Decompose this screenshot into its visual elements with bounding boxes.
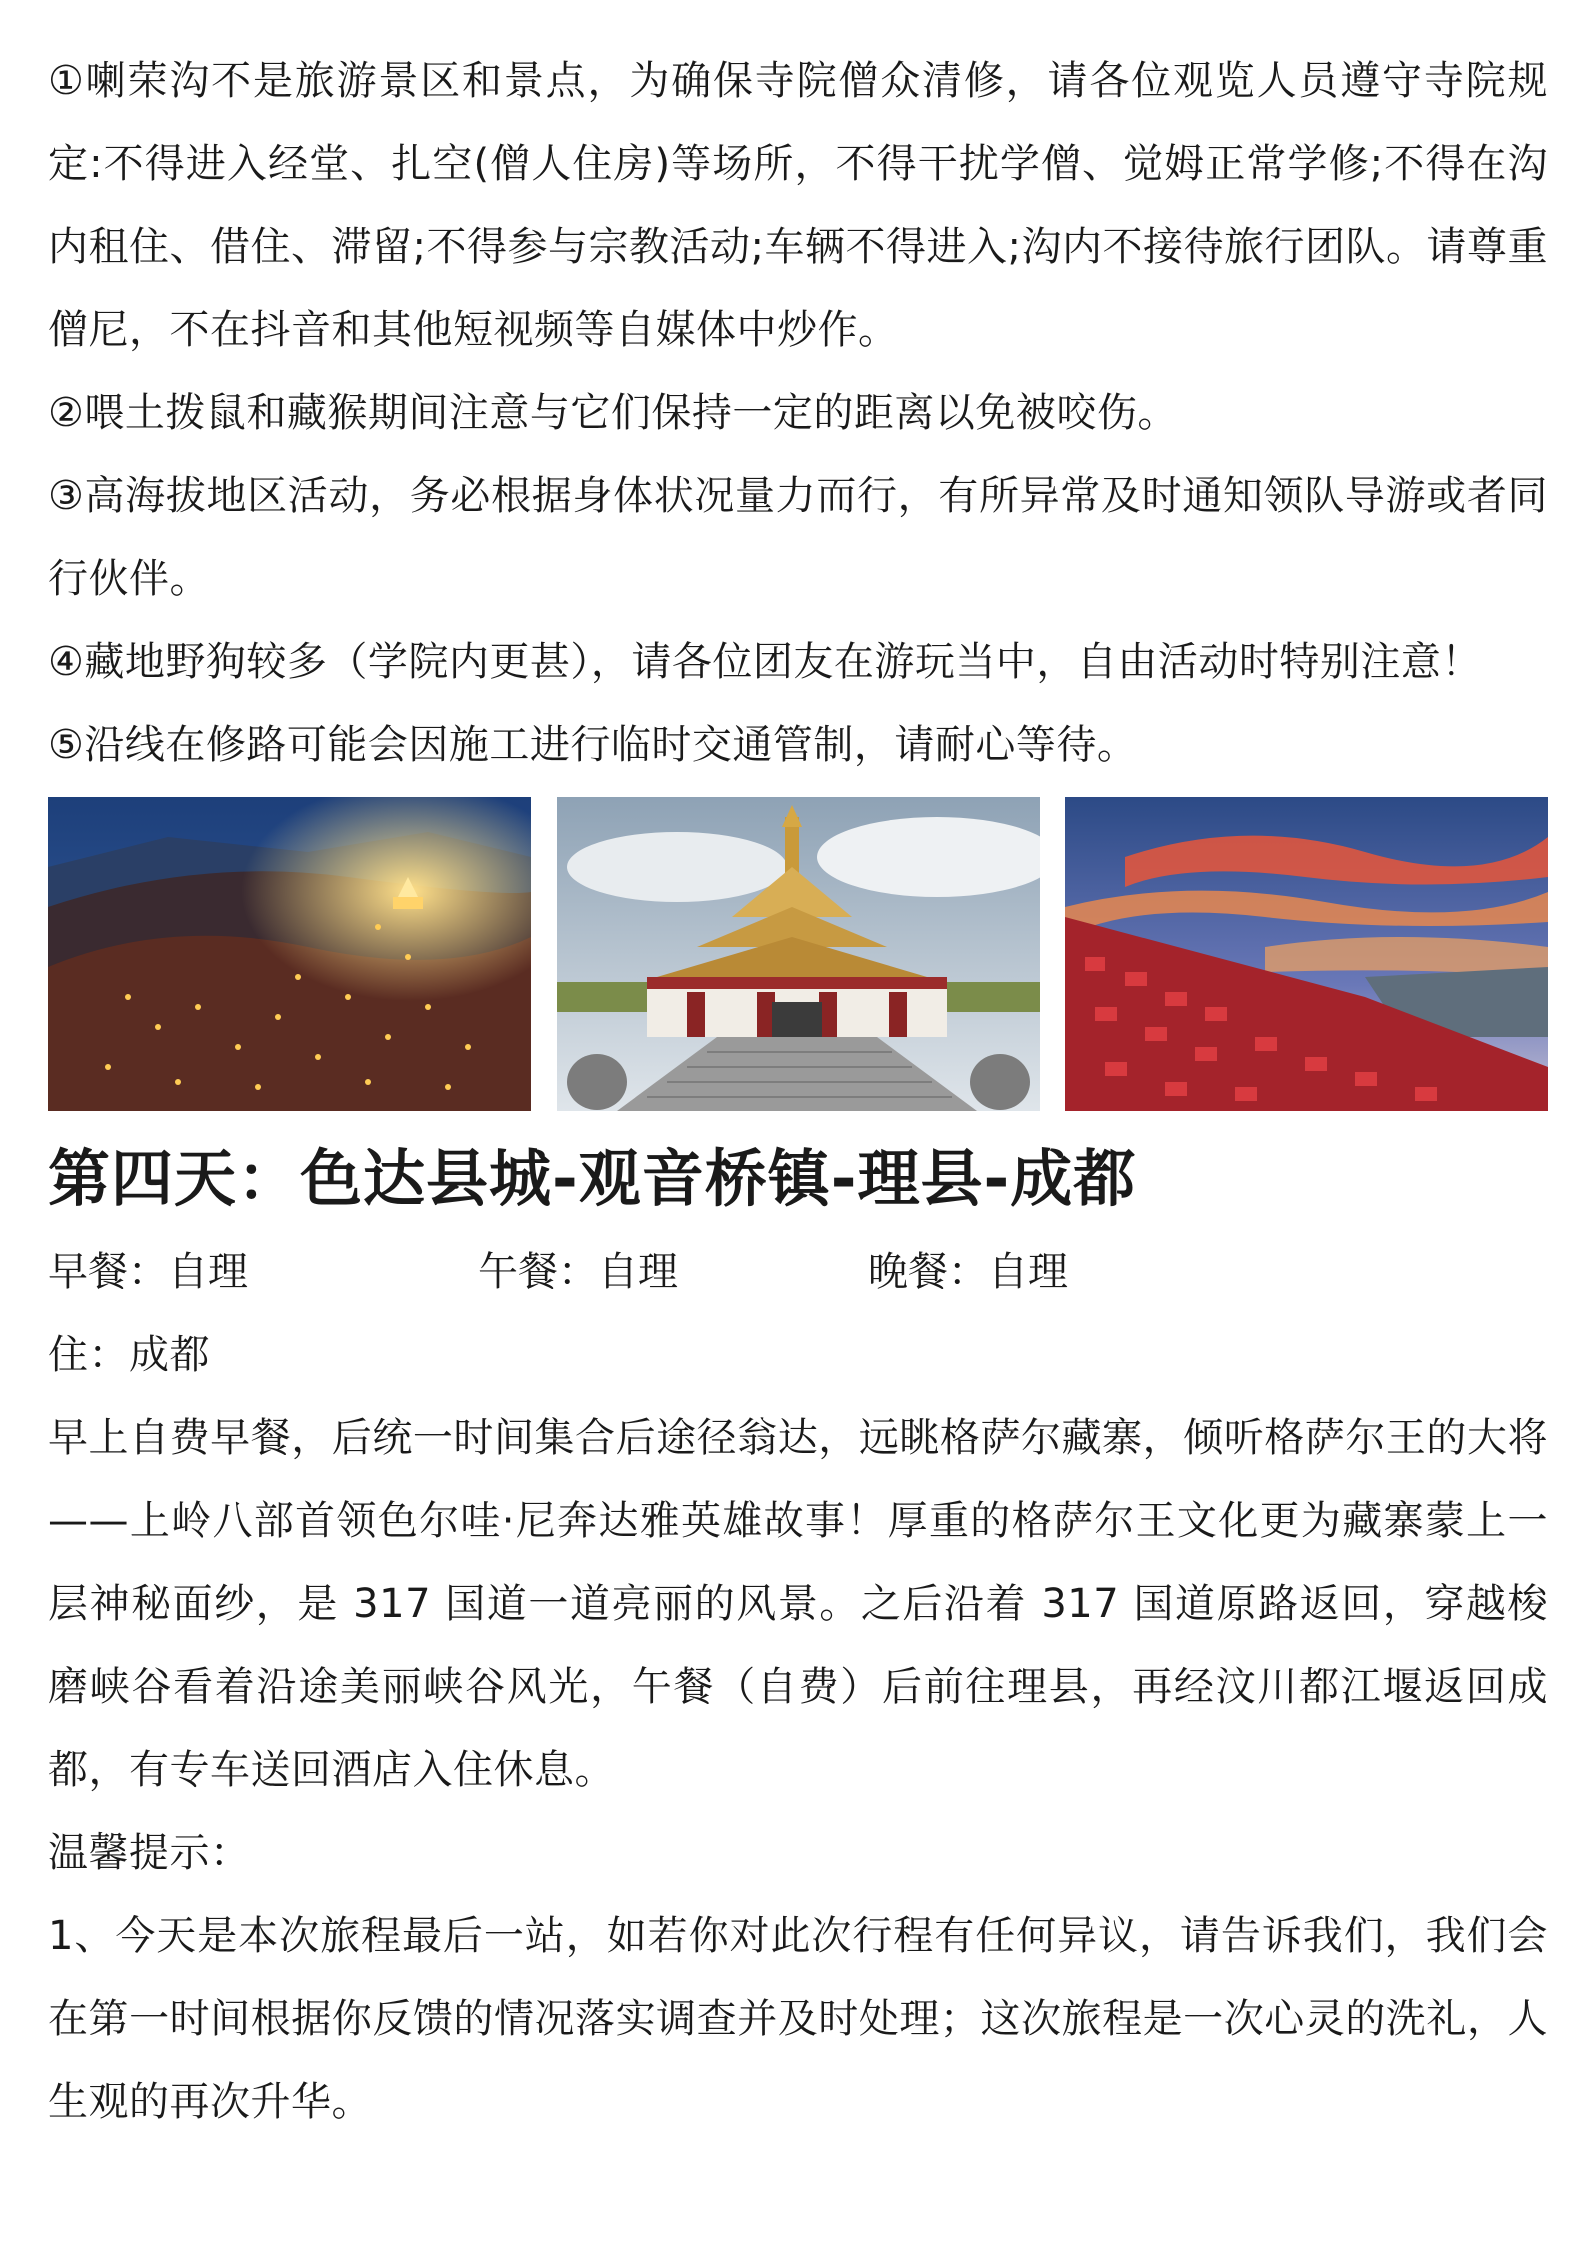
document-page bbox=[48, 40, 1548, 2144]
breakfast: 早餐：自理 bbox=[48, 1249, 248, 1295]
meals-row bbox=[48, 1231, 1548, 1314]
dinner: 晚餐：自理 bbox=[868, 1249, 1068, 1295]
day-title: 第四天：色达县城-观音桥镇-理县-成都 bbox=[48, 1142, 1137, 1215]
photo-row bbox=[48, 797, 1548, 1111]
red-houses-sunset-photo bbox=[1065, 797, 1548, 1111]
notice-2: ②喂土拨鼠和藏猴期间注意与它们保持一定的距离以免被咬伤。 bbox=[48, 390, 1178, 436]
tips-title: 温馨提示： bbox=[48, 1830, 251, 1876]
lunch: 午餐：自理 bbox=[478, 1249, 678, 1295]
accommodation: 住：成都 bbox=[48, 1332, 210, 1378]
stupa-temple-photo bbox=[557, 797, 1040, 1111]
notice-5: ⑤沿线在修路可能会因施工进行临时交通管制，请耐心等待。 bbox=[48, 722, 1138, 768]
notice-1: ①喇荣沟不是旅游景区和景点，为确保寺院僧众清修，请各位观览人员遵守寺院规定:不得进入经堂、扎空(僧人住房)等场所，不得干扰学僧、觉姆正常学修;不得在沟内租住、借住、滞留;不得参与宗教活动;车辆不得进入;沟内不接待旅行团队。请尊重僧尼，不在抖音和其他短视频等自媒体中炒作。 bbox=[48, 58, 1548, 353]
tip-1: 1、今天是本次旅程最后一站，如若你对此次行程有任何异议，请告诉我们，我们会在第一时间根据你反馈的情况落实调查并及时处理；这次旅程是一次心灵的洗礼，人生观的再次升华。 bbox=[48, 1913, 1548, 2125]
day-description: 早上自费早餐，后统一时间集合后途径翁达，远眺格萨尔藏寨，倾听格萨尔王的大将——上岭八部首领色尔哇·尼奔达雅英雄故事！厚重的格萨尔王文化更为藏寨蒙上一层神秘面纱，是 317 国道一道亮丽的风景。之后沿着 317 国道原路返回，穿越梭磨峡谷看着沿途美丽峡谷风光，午餐（自费）后前往理县，再经汶川都江堰返回成都，有专车送回酒店入住休息。 bbox=[48, 1415, 1548, 1793]
night-monastery-photo bbox=[48, 797, 531, 1111]
notice-3: ③高海拔地区活动，务必根据身体状况量力而行，有所异常及时通知领队导游或者同行伙伴。 bbox=[48, 473, 1548, 602]
notice-4: ④藏地野狗较多（学院内更甚），请各位团友在游玩当中，自由活动时特别注意！ bbox=[48, 639, 1482, 685]
